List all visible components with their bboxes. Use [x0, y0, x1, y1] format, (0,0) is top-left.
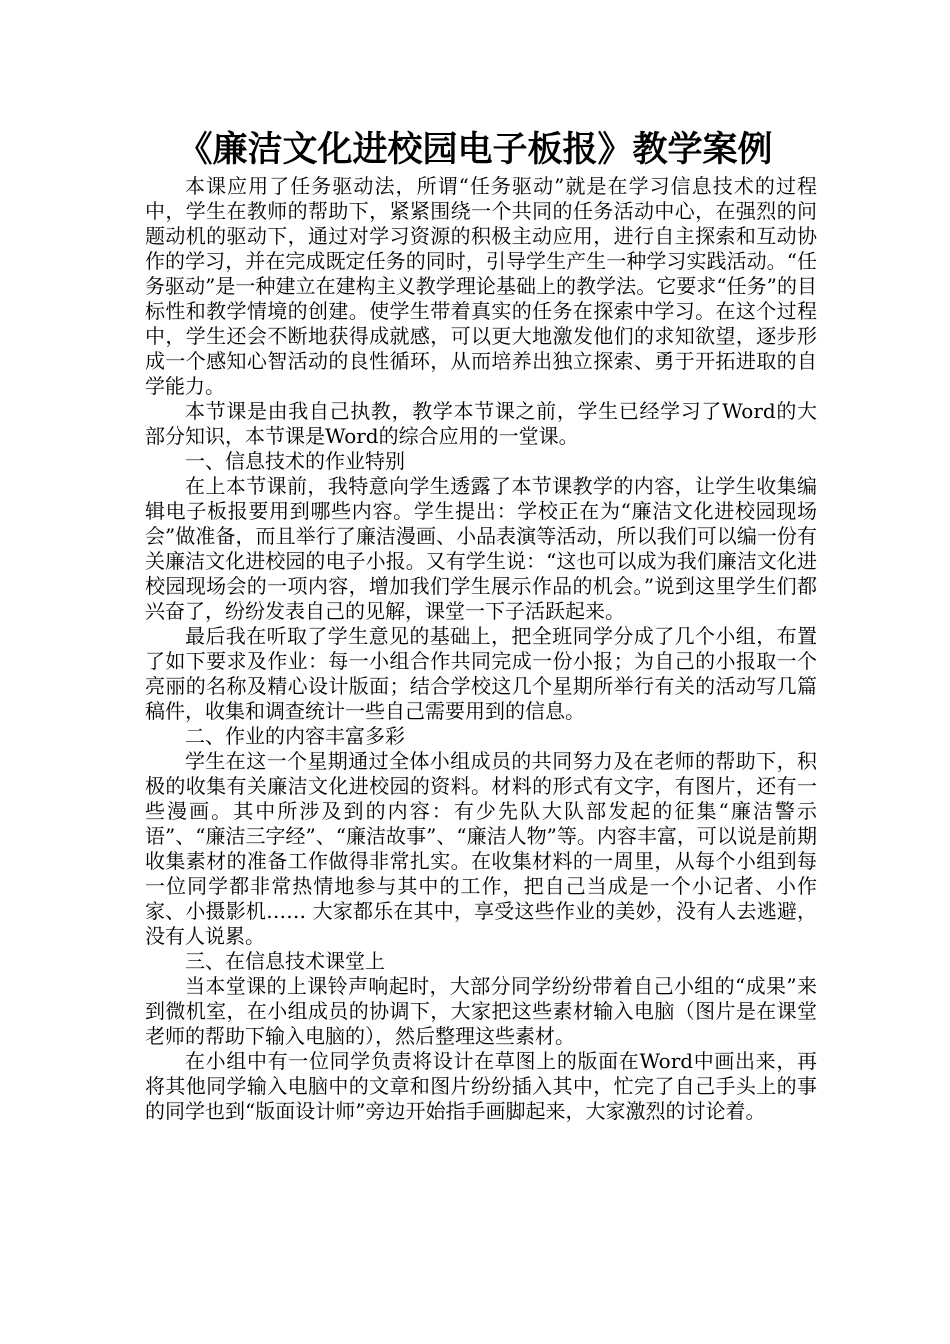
paragraph-intro: 本课应用了任务驱动法，所谓“任务驱动”就是在学习信息技术的过程中，学生在教师的帮助下，紧紧围绕一个共同的任务活动中心，在强烈的问题动机的驱动下，通过对学习资源的积极主动应用，进行自主探索和互动协作的学习，并在完成既定任务的同时，引导学生产生一种学习实践活动。“任务驱动”是一种建立在建构主义教学理论基础上的教学法。它要求“任务”的目标性和教学情境的创建。使学生带着真实的任务在探索中学习。在这个过程中，学生还会不断地获得成就感，可以更大地激发他们的求知欲望，逐步形成一个感知心智活动的良性循环，从而培养出独立探索、勇于开拓进取的自学能力。 — [145, 174, 817, 398]
paragraph-section-2: 学生在这一个星期通过全体小组成员的共同努力及在老师的帮助下，积极的收集有关廉洁文化进校园的资料。材料的形式有文字，有图片，还有一些漫画。其中所涉及到的内容：有少先队大队部发起的征集“廉洁警示语”、“廉洁三字经”、“廉洁故事”、“廉洁人物”等。内容丰富，可以说是前期收集素材的准备工作做得非常扎实。在收集材料的一周里，从每个小组到每一位同学都非常热情地参与其中的工作，把自己当成是一个小记者、小作家、小摄影机…… 大家都乐在其中，享受这些作业的美妙，没有人去逃避，没有人说累。 — [145, 749, 817, 948]
section-heading-2: 二、作业的内容丰富多彩 — [185, 724, 405, 748]
section-heading-3: 三、在信息技术课堂上 — [185, 949, 385, 973]
paragraph-section-3a: 当本堂课的上课铃声响起时，大部分同学纷纷带着自己小组的“成果”来到微机室，在小组成员的协调下，大家把这些素材输入电脑（图片是在课堂老师的帮助下输入电脑的），然后整理这些素材。 — [145, 974, 817, 1048]
section-heading-1: 一、信息技术的作业特别 — [185, 449, 405, 473]
paragraph-background: 本节课是由我自己执教，教学本节课之前，学生已经学习了Word的大部分知识，本节课是Word的综合应用的一堂课。 — [145, 399, 817, 448]
document-body — [145, 174, 817, 1124]
paragraph-section-1b: 最后我在听取了学生意见的基础上，把全班同学分成了几个小组，布置了如下要求及作业：每一小组合作共同完成一份小报；为自己的小报取一个亮丽的名称及精心设计版面；结合学校这几个星期所举行有关的活动写几篇稿件，收集和调查统计一些自己需要用到的信息。 — [145, 624, 817, 723]
paragraph-section-3b: 在小组中有一位同学负责将设计在草图上的版面在Word中画出来，再将其他同学输入电脑中的文章和图片纷纷插入其中，忙完了自己手头上的事的同学也到“版面设计师”旁边开始指手画脚起来，大家激烈的讨论着。 — [145, 1049, 817, 1123]
document-title: 《廉洁文化进校园电子板报》教学案例 — [177, 130, 773, 170]
paragraph-section-1a: 在上本节课前，我特意向学生透露了本节课教学的内容，让学生收集编辑电子板报要用到哪些内容。学生提出：学校正在为“廉洁文化进校园现场会”做准备，而且举行了廉洁漫画、小品表演等活动，所以我们可以编一份有关廉洁文化进校园的电子小报。又有学生说：“这也可以成为我们廉洁文化进校园现场会的一项内容，增加我们学生展示作品的机会。”说到这里学生们都兴奋了，纷纷发表自己的见解，课堂一下子活跃起来。 — [145, 474, 817, 623]
